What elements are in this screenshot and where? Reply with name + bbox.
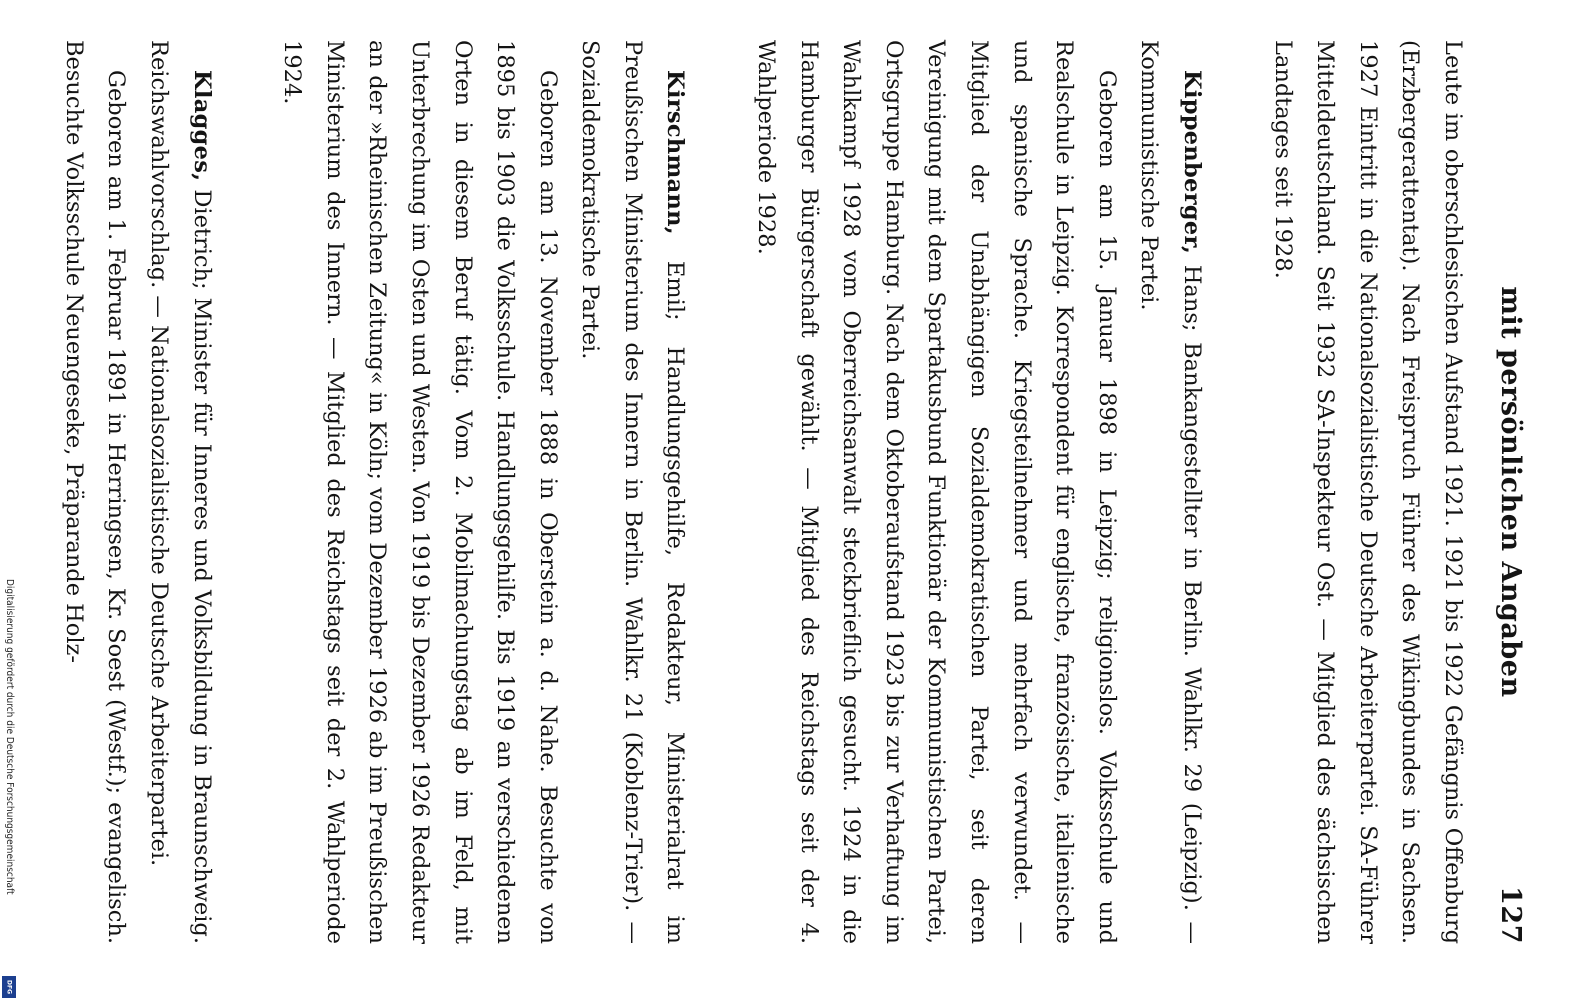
entry-heading [569, 40, 697, 944]
running-head [1486, 40, 1526, 944]
paragraph: Geboren am 1. Februar 1891 in Herringsen, Kr. Soest (Westf.); evangelisch. Besuchte Volksschule Neuengeseke, Präparande Holz- [60, 40, 130, 944]
entry-klagges [52, 40, 222, 944]
entry-heading [1128, 40, 1213, 944]
entry-heading [137, 40, 222, 944]
entry-name: Klagges, [188, 70, 215, 182]
dfg-logo: DFG [2, 976, 16, 998]
running-head-title: mit persönlichen Angaben [1495, 286, 1526, 698]
entry-kippenberger [745, 40, 1214, 944]
document-body [52, 40, 1474, 944]
entry-name: Kirschmann, [662, 70, 689, 235]
digitization-credit-text: Digitalisierung gefördert durch die Deutsche Forschungsgemeinschaft [4, 579, 15, 895]
entry-name: Kippenberger, [1179, 70, 1206, 255]
paragraph: Geboren am 13. November 1888 in Oberstein a. d. Nahe. Besuchte von 1895 bis 1903 die Volksschule. Handlungsgehilfe. Bis 1919 an verschiedenen Orten in diesem Beruf tätig. Vom 2. Mobilmachungstag ab im Feld, mit Unterbrechung im Osten und Westen. Von 1919 bis Dezember 1926 Redakteur an der »Rheinischen Zeitung« in Köln; vom Dezember 1926 ab im Preußischen Ministerium des Innern. — Mitglied des Reichstags seit der 2. Wahlperiode 1924. [279, 40, 561, 944]
entry-kirschmann [271, 40, 697, 944]
entry-heading-rest: Emil; Handlungsgehilfe, Redakteur, Ministerialrat im Preußischen Ministerium des Innern in Berlin. Wahlkr. 21 (Koblenz-Trier). — Sozialdemokratische Partei. [577, 40, 689, 944]
paragraph: Geboren am 15. Januar 1898 in Leipzig; religionslos. Volksschule und Realschule in Leipzig. Korrespondent für englische, französische, italienische und spanische Sprache. Kriegsteilnehmer und mehrfach verwundet. — Mitglied der Unabhängigen Sozialdemokratischen Partei, seit deren Vereinigung mit dem Spartakusbund Funktionär der Kommunistischen Partei, Ortsgruppe Hamburg. Nach dem Oktoberaufstand 1923 bis zur Verhaftung im Wahlkampf 1928 vom Oberreichsanwalt steckbrieflich gesucht. 1924 in die Hamburger Bürgerschaft gewählt. — Mitglied des Reichstags seit der 4. Wahlperiode 1928. [753, 40, 1120, 944]
rotated-document-page [60, 0, 1560, 980]
digitization-credit [3, 579, 17, 990]
entry-continuation [1261, 40, 1474, 944]
entry-heading-rest: Hans; Bankangestellter in Berlin. Wahlkr. 29 (Leipzig). — Kommunistische Partei. [1136, 40, 1206, 944]
paragraph: Leute im oberschlesischen Aufstand 1921. 1921 bis 1922 Gefängnis Offenburg (Erzbergerattentat). Nach Freispruch Führer des Wikingbundes in Sachsen. 1927 Eintritt in die Nationalsozialistische Deutsche Arbeiterpartei. SA-Führer Mitteldeutschland. Seit 1932 SA-Inspekteur Ost. — Mitglied des sächsischen Landtages seit 1928. [1269, 40, 1466, 944]
entry-heading-rest: Dietrich; Minister für Inneres und Volksbildung in Braunschweig. Reichswahlvorschlag. — Nationalsozialistische Deutsche Arbeiterpartei. [145, 40, 215, 944]
page-number: 127 [1495, 886, 1526, 944]
